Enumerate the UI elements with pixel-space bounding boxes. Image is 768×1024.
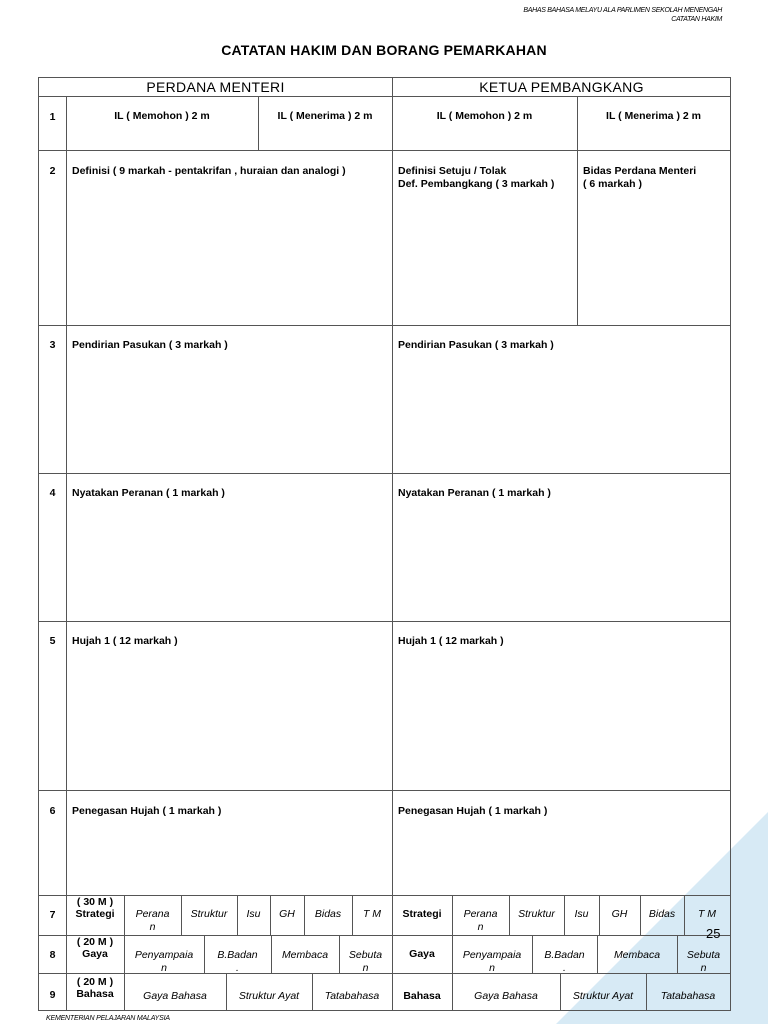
row-number: 8 [49,949,56,961]
footer-text: KEMENTERIAN PELAJARAN MALAYSIA [46,1015,170,1022]
rule [392,78,393,1010]
rule [39,621,730,622]
column-heading-pm: PERDANA MENTERI [146,79,285,95]
row-number: 3 [49,339,56,351]
kp-strategi-label: Strategi [402,908,442,920]
gaya-item: Membaca [281,949,329,961]
rule [258,96,259,150]
rule [39,790,730,791]
gaya-item: Sebuta n [348,949,383,974]
strategi-item: T M [362,908,382,920]
strategi-item: GH [279,908,295,920]
strategi-marks: ( 30 M ) [76,896,114,908]
kp-bidas-pm-marks: ( 6 markah ) [583,178,642,190]
kp-strategi-item: Perana n [463,908,498,933]
kp-def-pembangkang: Def. Pembangkang ( 3 markah ) [398,178,555,190]
rule [39,150,730,151]
bahasa-label: Bahasa [76,988,114,1000]
row-number: 1 [49,111,56,123]
page-title: CATATAN HAKIM DAN BORANG PEMARKAHAN [221,42,547,58]
header-line-1: BAHAS BAHASA MELAYU ALA PARLIMEN SEKOLAH MENENGAH [523,7,722,14]
kp-gaya-item: B.Badan . [544,949,585,974]
scoring-table [38,77,731,1011]
gaya-marks: ( 20 M ) [76,936,114,948]
row-number: 7 [49,909,56,921]
rule [39,473,730,474]
kp-gaya-item: Penyampaia n [462,949,522,974]
kp-strategi-item: Isu [574,908,589,920]
gaya-item: Penyampaia n [134,949,194,974]
strategi-label: Strategi [75,908,115,920]
kp-bahasa-item: Tatabahasa [660,990,716,1002]
kp-definisi-setuju: Definisi Setuju / Tolak [398,165,507,177]
kp-bidas-pm: Bidas Perdana Menteri [583,165,697,177]
rule [39,325,730,326]
pm-nyatakan-peranan: Nyatakan Peranan ( 1 markah ) [72,487,225,499]
kp-gaya-item: Sebuta n [686,949,721,974]
page-number: 25 [706,926,721,941]
pm-penegasan-hujah: Penegasan Hujah ( 1 markah ) [72,805,222,817]
kp-bahasa-item: Gaya Bahasa [474,990,538,1002]
kp-il-memohon: IL ( Memohon ) 2 m [436,110,533,122]
gaya-label: Gaya [82,948,108,960]
strategi-item: Perana n [135,908,170,933]
row-number: 6 [49,805,56,817]
rule [39,895,730,896]
pm-il-memohon: IL ( Memohon ) 2 m [114,110,210,122]
row-number: 2 [49,165,56,177]
kp-penegasan-hujah: Penegasan Hujah ( 1 markah ) [398,805,548,817]
column-heading-kp: KETUA PEMBANGKANG [479,79,644,95]
kp-il-menerima: IL ( Menerima ) 2 m [606,110,701,122]
kp-strategi-item: GH [611,908,628,920]
row-number: 5 [49,635,56,647]
pm-definisi: Definisi ( 9 markah - pentakrifan , huraian dan analogi ) [72,165,346,177]
bahasa-item: Gaya Bahasa [143,990,207,1002]
strategi-item: Isu [246,908,261,920]
kp-pendirian-pasukan: Pendirian Pasukan ( 3 markah ) [398,339,554,351]
kp-strategi-item: Bidas [648,908,676,920]
pm-hujah-1: Hujah 1 ( 12 markah ) [72,635,178,647]
rule [39,935,730,936]
kp-gaya-item: Membaca [613,949,661,961]
kp-gaya-label: Gaya [409,948,435,960]
kp-strategi-item: T M [697,908,717,920]
kp-strategi-item: Struktur [518,908,555,920]
pm-pendirian-pasukan: Pendirian Pasukan ( 3 markah ) [72,339,228,351]
row-number: 4 [49,487,56,499]
bahasa-item: Tatabahasa [324,990,380,1002]
row-number: 9 [49,989,56,1001]
strategi-item: Bidas [314,908,342,920]
rule [39,96,730,97]
header-line-2: CATATAN HAKIM [671,16,722,23]
kp-bahasa-item: Struktur Ayat [572,990,634,1002]
bahasa-item: Struktur Ayat [238,990,300,1002]
rule [577,96,578,325]
kp-hujah-1: Hujah 1 ( 12 markah ) [398,635,504,647]
rule [66,96,67,1010]
bahasa-marks: ( 20 M ) [76,976,114,988]
kp-bahasa-label: Bahasa [403,990,441,1002]
gaya-item: B.Badan . [217,949,258,974]
strategi-item: Struktur [190,908,228,920]
kp-nyatakan-peranan: Nyatakan Peranan ( 1 markah ) [398,487,551,499]
pm-il-menerima: IL ( Menerima ) 2 m [277,110,373,122]
